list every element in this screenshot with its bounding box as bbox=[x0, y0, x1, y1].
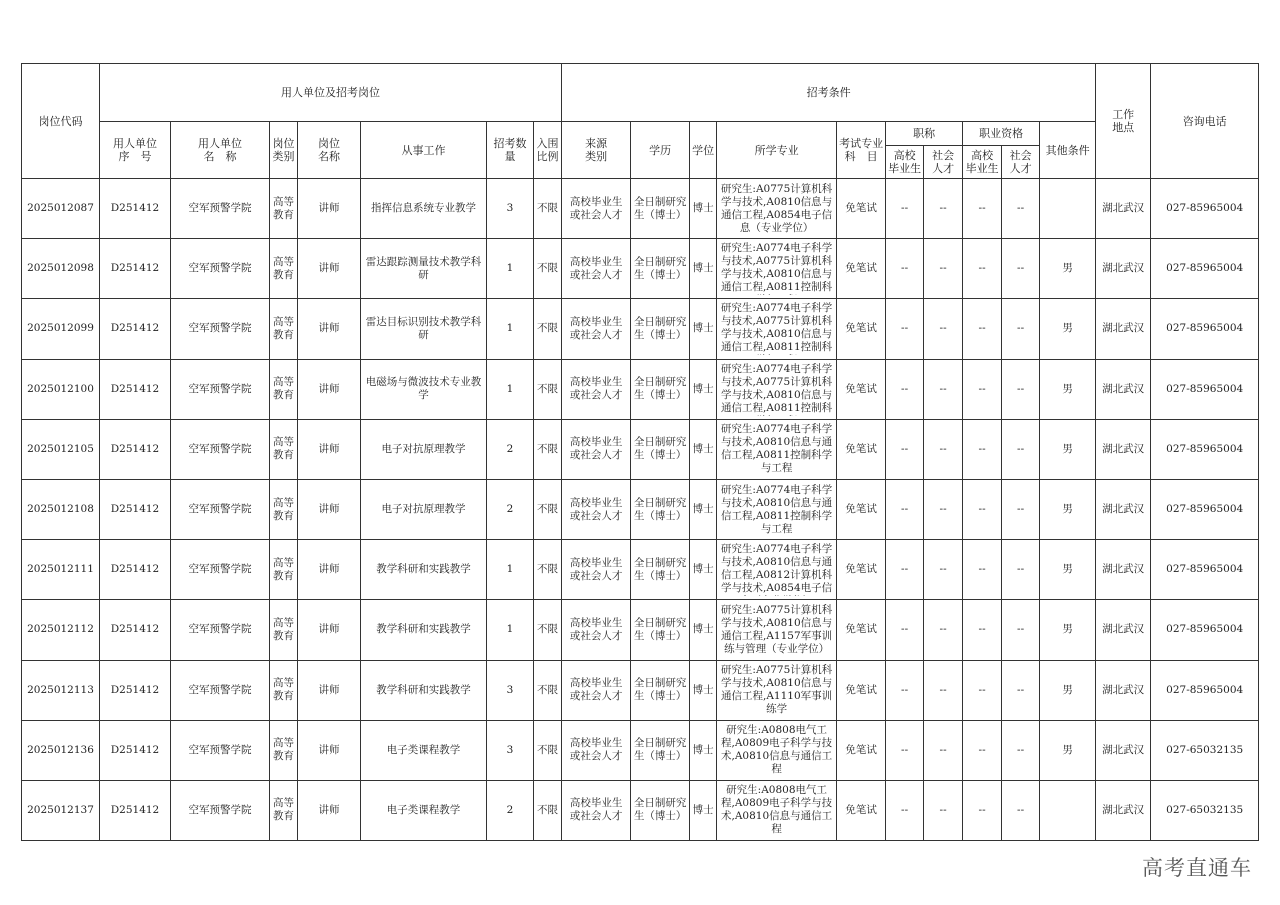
cell-post-name: 讲师 bbox=[298, 600, 361, 660]
cell-job-content: 雷达目标识别技术教学科研 bbox=[361, 299, 487, 359]
table-row bbox=[22, 660, 1259, 720]
cell-degree: 博士 bbox=[690, 299, 717, 359]
cell-post-code: 2025012111 bbox=[22, 540, 100, 600]
cell-work-location: 湖北武汉 bbox=[1096, 419, 1151, 479]
cell-title-social: -- bbox=[924, 660, 963, 720]
cell-qual-social: -- bbox=[1002, 419, 1040, 479]
cell-exam-subject: 免笔试 bbox=[837, 540, 886, 600]
cell-source-type: 高校毕业生 或社会人才 bbox=[562, 479, 631, 539]
header-post-code: 岗位代码 bbox=[22, 64, 100, 179]
cell-title-grad: -- bbox=[886, 239, 924, 299]
header-job-content: 从事工作 bbox=[361, 122, 487, 179]
cell-qual-social: -- bbox=[1002, 179, 1040, 239]
cell-major bbox=[717, 479, 837, 539]
major-text: 研究生:A0808电气工程,A0809电子科学与技术,A0810信息与通信工程 bbox=[721, 784, 833, 836]
cell-interview-ratio: 不限 bbox=[534, 239, 562, 299]
cell-title-grad: -- bbox=[886, 359, 924, 419]
cell-qual-grad: -- bbox=[963, 179, 1002, 239]
cell-unit-seq: D251412 bbox=[100, 720, 171, 780]
cell-recruit-count: 2 bbox=[487, 479, 534, 539]
cell-education: 全日制研究 生（博士） bbox=[631, 179, 690, 239]
cell-phone: 027-85965004 bbox=[1151, 299, 1259, 359]
cell-degree: 博士 bbox=[690, 660, 717, 720]
cell-education: 全日制研究 生（博士） bbox=[631, 780, 690, 840]
cell-unit-seq: D251412 bbox=[100, 299, 171, 359]
cell-job-content: 电子对抗原理教学 bbox=[361, 479, 487, 539]
cell-degree: 博士 bbox=[690, 239, 717, 299]
cell-recruit-count: 2 bbox=[487, 419, 534, 479]
cell-source-type: 高校毕业生 或社会人才 bbox=[562, 600, 631, 660]
cell-title-social: -- bbox=[924, 720, 963, 780]
cell-major bbox=[717, 419, 837, 479]
cell-job-content: 电子类课程教学 bbox=[361, 720, 487, 780]
cell-qual-social: -- bbox=[1002, 479, 1040, 539]
cell-work-location: 湖北武汉 bbox=[1096, 540, 1151, 600]
header-phone: 咨询电话 bbox=[1151, 64, 1259, 179]
cell-phone: 027-85965004 bbox=[1151, 359, 1259, 419]
cell-unit-name: 空军预警学院 bbox=[171, 419, 270, 479]
cell-qual-grad: -- bbox=[963, 780, 1002, 840]
cell-recruit-count: 1 bbox=[487, 359, 534, 419]
cell-title-social: -- bbox=[924, 179, 963, 239]
cell-source-type: 高校毕业生 或社会人才 bbox=[562, 720, 631, 780]
header-qual-grad: 高校 毕业生 bbox=[963, 146, 1002, 179]
table-body bbox=[22, 179, 1259, 841]
header-exam-subject: 考试专业 科 目 bbox=[837, 122, 886, 179]
cell-major bbox=[717, 179, 837, 239]
cell-phone: 027-85965004 bbox=[1151, 660, 1259, 720]
cell-major bbox=[717, 660, 837, 720]
cell-title-social: -- bbox=[924, 479, 963, 539]
cell-recruit-count: 2 bbox=[487, 780, 534, 840]
cell-source-type: 高校毕业生 或社会人才 bbox=[562, 419, 631, 479]
header-title-group: 职称 bbox=[886, 122, 963, 146]
cell-recruit-count: 3 bbox=[487, 660, 534, 720]
cell-education: 全日制研究 生（博士） bbox=[631, 359, 690, 419]
cell-major bbox=[717, 239, 837, 299]
cell-unit-name: 空军预警学院 bbox=[171, 239, 270, 299]
cell-interview-ratio: 不限 bbox=[534, 600, 562, 660]
cell-source-type: 高校毕业生 或社会人才 bbox=[562, 239, 631, 299]
cell-post-category: 高等 教育 bbox=[270, 299, 298, 359]
cell-post-name: 讲师 bbox=[298, 780, 361, 840]
major-text: 研究生:A0775计算机科学与技术,A0810信息与通信工程,A1110军事训练学 bbox=[720, 664, 833, 716]
cell-post-code: 2025012098 bbox=[22, 239, 100, 299]
cell-unit-name: 空军预警学院 bbox=[171, 299, 270, 359]
cell-recruit-count: 3 bbox=[487, 179, 534, 239]
table-row bbox=[22, 419, 1259, 479]
table-row bbox=[22, 299, 1259, 359]
cell-exam-subject: 免笔试 bbox=[837, 359, 886, 419]
table-row bbox=[22, 600, 1259, 660]
cell-post-code: 2025012105 bbox=[22, 419, 100, 479]
cell-title-grad: -- bbox=[886, 660, 924, 720]
cell-post-name: 讲师 bbox=[298, 359, 361, 419]
cell-qual-social: -- bbox=[1002, 780, 1040, 840]
major-text: 研究生:A0774电子科学与技术,A0810信息与通信工程,A0812计算机科学与技术,A0854电子信 bbox=[720, 543, 833, 595]
cell-education: 全日制研究 生（博士） bbox=[631, 299, 690, 359]
cell-phone: 027-85965004 bbox=[1151, 179, 1259, 239]
header-post-name: 岗位 名称 bbox=[298, 122, 361, 179]
cell-phone: 027-85965004 bbox=[1151, 479, 1259, 539]
cell-unit-seq: D251412 bbox=[100, 780, 171, 840]
table-row bbox=[22, 359, 1259, 419]
cell-work-location: 湖北武汉 bbox=[1096, 299, 1151, 359]
major-text: 研究生:A0774电子科学与技术,A0775计算机科学与技术,A0810信息与通信工程,A0811控制科 bbox=[720, 242, 833, 294]
major-text: 研究生:A0775计算机科学与技术,A0810信息与通信工程,A1157军事训练与管理（专业学位） bbox=[720, 603, 833, 655]
cell-recruit-count: 3 bbox=[487, 720, 534, 780]
header-group-employer: 用人单位及招考岗位 bbox=[100, 64, 562, 122]
cell-post-category: 高等 教育 bbox=[270, 359, 298, 419]
cell-job-content: 电子类课程教学 bbox=[361, 780, 487, 840]
major-text: 研究生:A0774电子科学与技术,A0810信息与通信工程,A0811控制科学与工程 bbox=[720, 483, 833, 535]
table-row bbox=[22, 720, 1259, 780]
cell-major bbox=[717, 720, 837, 780]
cell-other-conditions: 男 bbox=[1040, 660, 1096, 720]
cell-qual-social: -- bbox=[1002, 359, 1040, 419]
cell-source-type: 高校毕业生 或社会人才 bbox=[562, 660, 631, 720]
cell-unit-seq: D251412 bbox=[100, 359, 171, 419]
table-row bbox=[22, 540, 1259, 600]
cell-work-location: 湖北武汉 bbox=[1096, 239, 1151, 299]
cell-unit-seq: D251412 bbox=[100, 179, 171, 239]
cell-unit-seq: D251412 bbox=[100, 540, 171, 600]
header-unit-name: 用人单位 名 称 bbox=[171, 122, 270, 179]
header-education: 学历 bbox=[631, 122, 690, 179]
cell-interview-ratio: 不限 bbox=[534, 780, 562, 840]
cell-work-location: 湖北武汉 bbox=[1096, 179, 1151, 239]
cell-major bbox=[717, 600, 837, 660]
cell-work-location: 湖北武汉 bbox=[1096, 359, 1151, 419]
cell-unit-name: 空军预警学院 bbox=[171, 660, 270, 720]
major-text: 研究生:A0774电子科学与技术,A0775计算机科学与技术,A0810信息与通信工程,A0811控制科 bbox=[720, 302, 833, 354]
cell-post-code: 2025012087 bbox=[22, 179, 100, 239]
cell-major bbox=[717, 359, 837, 419]
cell-other-conditions: 男 bbox=[1040, 540, 1096, 600]
table-row bbox=[22, 479, 1259, 539]
cell-work-location: 湖北武汉 bbox=[1096, 780, 1151, 840]
cell-degree: 博士 bbox=[690, 359, 717, 419]
cell-title-social: -- bbox=[924, 600, 963, 660]
cell-post-category: 高等 教育 bbox=[270, 479, 298, 539]
table-row bbox=[22, 239, 1259, 299]
header-qual-social: 社会 人才 bbox=[1002, 146, 1040, 179]
cell-education: 全日制研究 生（博士） bbox=[631, 720, 690, 780]
cell-interview-ratio: 不限 bbox=[534, 540, 562, 600]
cell-post-category: 高等 教育 bbox=[270, 419, 298, 479]
cell-interview-ratio: 不限 bbox=[534, 660, 562, 720]
cell-work-location: 湖北武汉 bbox=[1096, 720, 1151, 780]
cell-major bbox=[717, 780, 837, 840]
cell-qual-grad: -- bbox=[963, 359, 1002, 419]
header-post-category: 岗位 类别 bbox=[270, 122, 298, 179]
cell-qual-grad: -- bbox=[963, 239, 1002, 299]
cell-unit-seq: D251412 bbox=[100, 479, 171, 539]
cell-degree: 博士 bbox=[690, 419, 717, 479]
cell-post-code: 2025012136 bbox=[22, 720, 100, 780]
cell-interview-ratio: 不限 bbox=[534, 179, 562, 239]
header-work-location: 工作 地点 bbox=[1096, 64, 1151, 179]
cell-title-grad: -- bbox=[886, 479, 924, 539]
cell-qual-social: -- bbox=[1002, 600, 1040, 660]
cell-qual-grad: -- bbox=[963, 540, 1002, 600]
cell-title-grad: -- bbox=[886, 780, 924, 840]
cell-job-content: 教学科研和实践教学 bbox=[361, 540, 487, 600]
cell-education: 全日制研究 生（博士） bbox=[631, 419, 690, 479]
major-text: 研究生:A0808电气工程,A0809电子科学与技术,A0810信息与通信工程 bbox=[721, 724, 833, 776]
cell-other-conditions: 男 bbox=[1040, 239, 1096, 299]
cell-exam-subject: 免笔试 bbox=[837, 780, 886, 840]
cell-qual-social: -- bbox=[1002, 720, 1040, 780]
cell-job-content: 教学科研和实践教学 bbox=[361, 660, 487, 720]
cell-work-location: 湖北武汉 bbox=[1096, 600, 1151, 660]
cell-post-category: 高等 教育 bbox=[270, 720, 298, 780]
cell-phone: 027-85965004 bbox=[1151, 540, 1259, 600]
cell-title-social: -- bbox=[924, 780, 963, 840]
cell-job-content: 教学科研和实践教学 bbox=[361, 600, 487, 660]
cell-recruit-count: 1 bbox=[487, 299, 534, 359]
cell-major bbox=[717, 540, 837, 600]
cell-exam-subject: 免笔试 bbox=[837, 179, 886, 239]
cell-unit-name: 空军预警学院 bbox=[171, 720, 270, 780]
cell-phone: 027-85965004 bbox=[1151, 419, 1259, 479]
header-major: 所学专业 bbox=[717, 122, 837, 179]
cell-phone: 027-85965004 bbox=[1151, 600, 1259, 660]
cell-phone: 027-85965004 bbox=[1151, 239, 1259, 299]
cell-post-code: 2025012108 bbox=[22, 479, 100, 539]
cell-other-conditions: 男 bbox=[1040, 419, 1096, 479]
cell-unit-seq: D251412 bbox=[100, 600, 171, 660]
cell-other-conditions bbox=[1040, 780, 1096, 840]
cell-title-social: -- bbox=[924, 239, 963, 299]
cell-post-category: 高等 教育 bbox=[270, 239, 298, 299]
cell-work-location: 湖北武汉 bbox=[1096, 660, 1151, 720]
cell-post-code: 2025012099 bbox=[22, 299, 100, 359]
cell-degree: 博士 bbox=[690, 540, 717, 600]
header-interview-ratio: 入围 比例 bbox=[534, 122, 562, 179]
cell-source-type: 高校毕业生 或社会人才 bbox=[562, 179, 631, 239]
header-group-conditions: 招考条件 bbox=[562, 64, 1096, 122]
header-source-type: 来源 类别 bbox=[562, 122, 631, 179]
cell-post-code: 2025012113 bbox=[22, 660, 100, 720]
cell-exam-subject: 免笔试 bbox=[837, 479, 886, 539]
cell-education: 全日制研究 生（博士） bbox=[631, 660, 690, 720]
cell-degree: 博士 bbox=[690, 720, 717, 780]
cell-post-code: 2025012100 bbox=[22, 359, 100, 419]
cell-title-grad: -- bbox=[886, 419, 924, 479]
cell-post-code: 2025012112 bbox=[22, 600, 100, 660]
cell-post-name: 讲师 bbox=[298, 239, 361, 299]
cell-title-grad: -- bbox=[886, 540, 924, 600]
cell-qual-social: -- bbox=[1002, 299, 1040, 359]
cell-qual-grad: -- bbox=[963, 720, 1002, 780]
cell-exam-subject: 免笔试 bbox=[837, 720, 886, 780]
cell-education: 全日制研究 生（博士） bbox=[631, 239, 690, 299]
major-text: 研究生:A0775计算机科学与技术,A0810信息与通信工程,A0854电子信息（专业学位） bbox=[720, 182, 833, 234]
cell-exam-subject: 免笔试 bbox=[837, 299, 886, 359]
cell-degree: 博士 bbox=[690, 479, 717, 539]
header-qualification-group: 职业资格 bbox=[963, 122, 1040, 146]
cell-degree: 博士 bbox=[690, 780, 717, 840]
cell-post-name: 讲师 bbox=[298, 179, 361, 239]
cell-post-name: 讲师 bbox=[298, 660, 361, 720]
cell-source-type: 高校毕业生 或社会人才 bbox=[562, 780, 631, 840]
header-other-conditions: 其他条件 bbox=[1040, 122, 1096, 179]
cell-post-category: 高等 教育 bbox=[270, 179, 298, 239]
cell-other-conditions: 男 bbox=[1040, 600, 1096, 660]
table-row bbox=[22, 179, 1259, 239]
cell-unit-name: 空军预警学院 bbox=[171, 600, 270, 660]
cell-other-conditions: 男 bbox=[1040, 720, 1096, 780]
cell-unit-name: 空军预警学院 bbox=[171, 479, 270, 539]
cell-other-conditions: 男 bbox=[1040, 479, 1096, 539]
cell-qual-social: -- bbox=[1002, 660, 1040, 720]
cell-qual-grad: -- bbox=[963, 419, 1002, 479]
cell-phone: 027-65032135 bbox=[1151, 780, 1259, 840]
header-unit-seq: 用人单位 序 号 bbox=[100, 122, 171, 179]
cell-source-type: 高校毕业生 或社会人才 bbox=[562, 540, 631, 600]
cell-other-conditions: 男 bbox=[1040, 299, 1096, 359]
cell-recruit-count: 1 bbox=[487, 600, 534, 660]
cell-degree: 博士 bbox=[690, 179, 717, 239]
major-text: 研究生:A0774电子科学与技术,A0810信息与通信工程,A0811控制科学与工程 bbox=[720, 423, 833, 475]
header-title-grad: 高校 毕业生 bbox=[886, 146, 924, 179]
cell-unit-name: 空军预警学院 bbox=[171, 780, 270, 840]
cell-exam-subject: 免笔试 bbox=[837, 419, 886, 479]
cell-title-social: -- bbox=[924, 540, 963, 600]
cell-post-category: 高等 教育 bbox=[270, 660, 298, 720]
cell-job-content: 电磁场与微波技术专业教学 bbox=[361, 359, 487, 419]
cell-unit-seq: D251412 bbox=[100, 419, 171, 479]
header-recruit-count: 招考数量 bbox=[487, 122, 534, 179]
table-row bbox=[22, 780, 1259, 840]
cell-title-grad: -- bbox=[886, 600, 924, 660]
cell-job-content: 指挥信息系统专业教学 bbox=[361, 179, 487, 239]
cell-qual-social: -- bbox=[1002, 540, 1040, 600]
cell-title-social: -- bbox=[924, 419, 963, 479]
cell-post-category: 高等 教育 bbox=[270, 780, 298, 840]
cell-interview-ratio: 不限 bbox=[534, 419, 562, 479]
cell-recruit-count: 1 bbox=[487, 540, 534, 600]
cell-post-category: 高等 教育 bbox=[270, 540, 298, 600]
cell-qual-grad: -- bbox=[963, 660, 1002, 720]
cell-interview-ratio: 不限 bbox=[534, 299, 562, 359]
cell-title-social: -- bbox=[924, 299, 963, 359]
cell-post-name: 讲师 bbox=[298, 479, 361, 539]
cell-source-type: 高校毕业生 或社会人才 bbox=[562, 299, 631, 359]
cell-title-grad: -- bbox=[886, 299, 924, 359]
cell-education: 全日制研究 生（博士） bbox=[631, 540, 690, 600]
cell-interview-ratio: 不限 bbox=[534, 359, 562, 419]
cell-title-grad: -- bbox=[886, 720, 924, 780]
watermark: 高考直通车 bbox=[1142, 856, 1252, 880]
header-title-social: 社会 人才 bbox=[924, 146, 963, 179]
cell-qual-grad: -- bbox=[963, 299, 1002, 359]
cell-job-content: 电子对抗原理教学 bbox=[361, 419, 487, 479]
cell-post-code: 2025012137 bbox=[22, 780, 100, 840]
cell-job-content: 雷达跟踪测量技术教学科研 bbox=[361, 239, 487, 299]
cell-recruit-count: 1 bbox=[487, 239, 534, 299]
cell-interview-ratio: 不限 bbox=[534, 479, 562, 539]
cell-post-name: 讲师 bbox=[298, 419, 361, 479]
cell-qual-social: -- bbox=[1002, 239, 1040, 299]
cell-exam-subject: 免笔试 bbox=[837, 600, 886, 660]
cell-post-name: 讲师 bbox=[298, 299, 361, 359]
cell-qual-grad: -- bbox=[963, 600, 1002, 660]
cell-other-conditions: 男 bbox=[1040, 359, 1096, 419]
cell-interview-ratio: 不限 bbox=[534, 720, 562, 780]
cell-degree: 博士 bbox=[690, 600, 717, 660]
cell-other-conditions bbox=[1040, 179, 1096, 239]
cell-unit-name: 空军预警学院 bbox=[171, 179, 270, 239]
cell-work-location: 湖北武汉 bbox=[1096, 479, 1151, 539]
cell-post-category: 高等 教育 bbox=[270, 600, 298, 660]
cell-major bbox=[717, 299, 837, 359]
header-degree: 学位 bbox=[690, 122, 717, 179]
cell-education: 全日制研究 生（博士） bbox=[631, 600, 690, 660]
cell-unit-seq: D251412 bbox=[100, 660, 171, 720]
cell-post-name: 讲师 bbox=[298, 540, 361, 600]
cell-source-type: 高校毕业生 或社会人才 bbox=[562, 359, 631, 419]
cell-unit-seq: D251412 bbox=[100, 239, 171, 299]
cell-exam-subject: 免笔试 bbox=[837, 239, 886, 299]
cell-education: 全日制研究 生（博士） bbox=[631, 479, 690, 539]
cell-post-name: 讲师 bbox=[298, 720, 361, 780]
cell-exam-subject: 免笔试 bbox=[837, 660, 886, 720]
cell-unit-name: 空军预警学院 bbox=[171, 359, 270, 419]
major-text: 研究生:A0774电子科学与技术,A0775计算机科学与技术,A0810信息与通信工程,A0811控制科 bbox=[720, 362, 833, 414]
cell-qual-grad: -- bbox=[963, 479, 1002, 539]
cell-title-social: -- bbox=[924, 359, 963, 419]
recruitment-table bbox=[21, 63, 1259, 841]
cell-phone: 027-65032135 bbox=[1151, 720, 1259, 780]
cell-unit-name: 空军预警学院 bbox=[171, 540, 270, 600]
cell-title-grad: -- bbox=[886, 179, 924, 239]
